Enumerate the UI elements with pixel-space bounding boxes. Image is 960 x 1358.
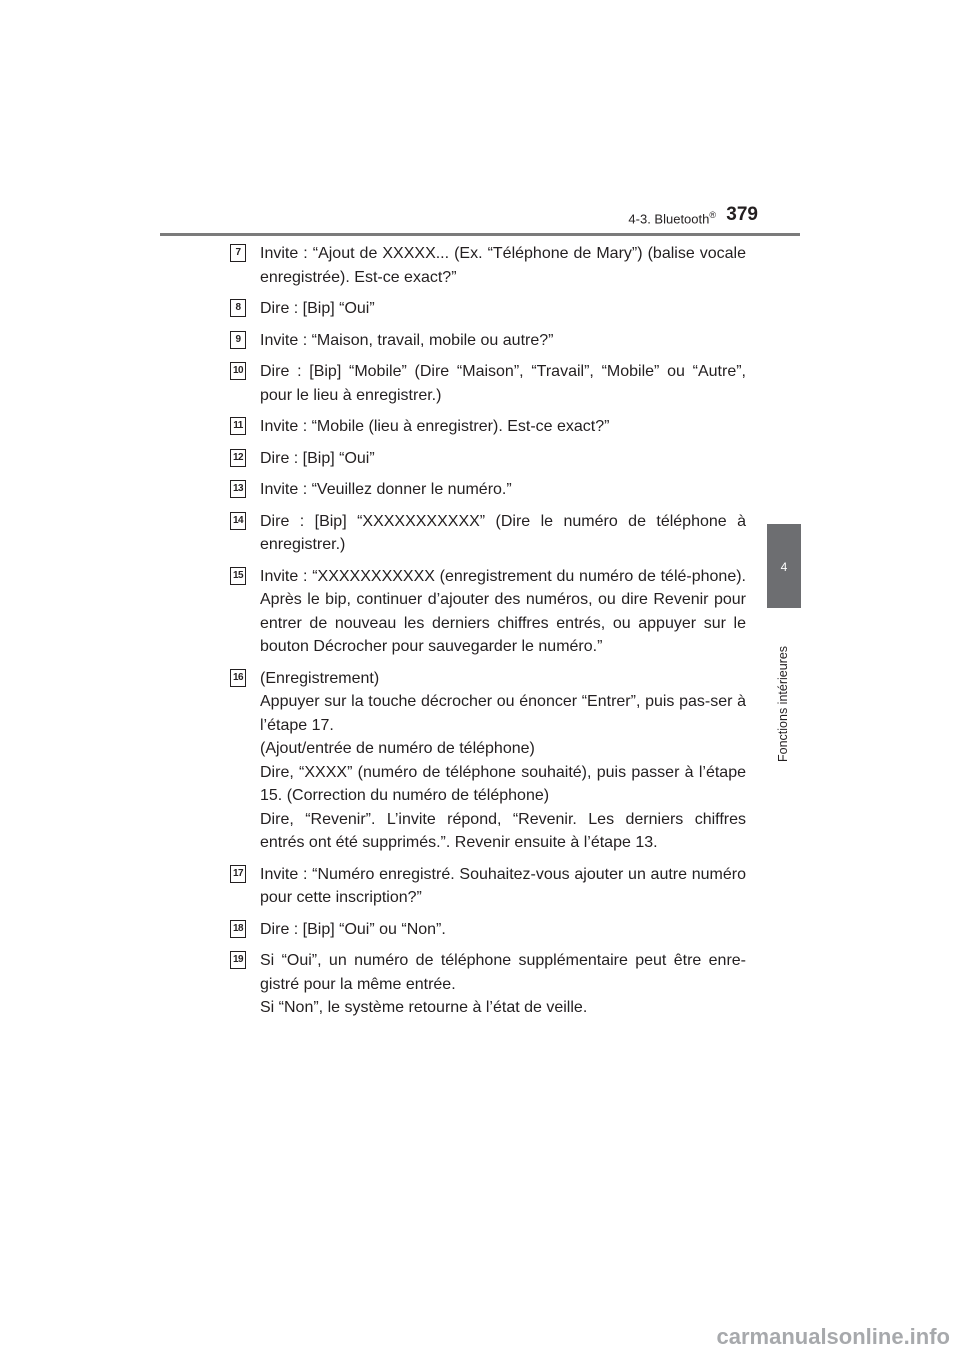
step-item xyxy=(230,510,746,557)
header-rule xyxy=(160,233,800,236)
step-text: Dire, “Revenir”. L’invite répond, “Revenir. Les derniers chiffres entrés ont été supprimés.”. Revenir ensuite à l’étape 13. xyxy=(260,810,746,851)
page-number: 379 xyxy=(726,204,758,225)
step-number-badge: 13 xyxy=(230,480,246,498)
watermark: carmanualsonline.info xyxy=(716,1324,950,1349)
step-text: Si “Oui”, un numéro de téléphone supplémentaire peut être enre-gistré pour la même entrée. xyxy=(260,952,746,993)
step-text: Invite : “Veuillez donner le numéro.” xyxy=(260,481,512,498)
step-number-badge: 12 xyxy=(230,449,246,467)
step-number-badge: 10 xyxy=(230,362,246,380)
step-number-badge: 17 xyxy=(230,865,246,883)
step-text: (Ajout/entrée de numéro de téléphone) xyxy=(260,740,535,757)
step-number-badge: 11 xyxy=(230,417,246,435)
step-text: Invite : “XXXXXXXXXXX (enregistrement du numéro de télé-phone). Après le bip, continuer d’ajouter des numéros, ou dire Revenir pour entrer de nouveau les derniers chiffres entrés, ou appuyer sur le bouton Décrocher pour sauvegarder le numéro.” xyxy=(260,567,746,655)
step-text: Dire : [Bip] “XXXXXXXXXXX” (Dire le numéro de téléphone à enregistrer.) xyxy=(260,512,746,553)
step-text: Invite : “Numéro enregistré. Souhaitez-vous ajouter un autre numéro pour cette inscription?” xyxy=(260,865,746,906)
step-item xyxy=(230,667,746,855)
step-item xyxy=(230,863,746,910)
step-text: Dire, “XXXX” (numéro de téléphone souhaité), puis passer à l’étape 15. (Correction du numéro de téléphone) xyxy=(260,763,746,804)
chapter-number: 4 xyxy=(780,560,788,574)
step-text: (Enregistrement) xyxy=(260,669,380,687)
step-number-badge: 16 xyxy=(230,669,246,687)
chapter-tab xyxy=(767,524,801,608)
step-text: Si “Non”, le système retourne à l’état de veille. xyxy=(260,999,588,1016)
step-text: Appuyer sur la touche décrocher ou énoncer “Entrer”, puis pas-ser à l’étape 17. xyxy=(260,693,746,734)
step-text: Dire : [Bip] “Oui” ou “Non”. xyxy=(260,920,446,938)
step-number-badge: 19 xyxy=(230,951,246,969)
step-item xyxy=(230,415,746,439)
step-number-badge: 8 xyxy=(230,299,246,317)
step-number-badge: 7 xyxy=(230,244,246,262)
step-item xyxy=(230,565,746,659)
step-item xyxy=(230,297,746,321)
step-number-badge: 9 xyxy=(230,331,246,349)
step-number-badge: 15 xyxy=(230,567,246,585)
step-item xyxy=(230,447,746,471)
step-item xyxy=(230,329,746,353)
step-item xyxy=(230,360,746,407)
step-text: Dire : [Bip] “Oui” xyxy=(260,449,375,467)
step-list xyxy=(230,242,746,1028)
step-number-badge: 14 xyxy=(230,512,246,530)
step-item xyxy=(230,949,746,1020)
chapter-label xyxy=(760,612,808,762)
section-title: 4-3. Bluetooth® xyxy=(628,210,716,227)
step-item xyxy=(230,478,746,502)
step-text: Invite : “Maison, travail, mobile ou autre?” xyxy=(260,331,554,349)
step-text: Invite : “Ajout de XXXXX... (Ex. “Téléphone de Mary”) (balise vocale enregistrée). Est-ce exact?” xyxy=(260,245,746,286)
step-text: Dire : [Bip] “Mobile” (Dire “Maison”, “Travail”, “Mobile” ou “Autre”, pour le lieu à enregistrer.) xyxy=(260,363,746,404)
page-header xyxy=(160,204,800,234)
step-number-badge: 18 xyxy=(230,920,246,938)
step-item xyxy=(230,242,746,289)
step-text: Dire : [Bip] “Oui” xyxy=(260,300,375,317)
step-text: Invite : “Mobile (lieu à enregistrer). Est-ce exact?” xyxy=(260,418,610,435)
chapter-title: Fonctions intérieures xyxy=(776,645,790,762)
step-item xyxy=(230,918,746,942)
